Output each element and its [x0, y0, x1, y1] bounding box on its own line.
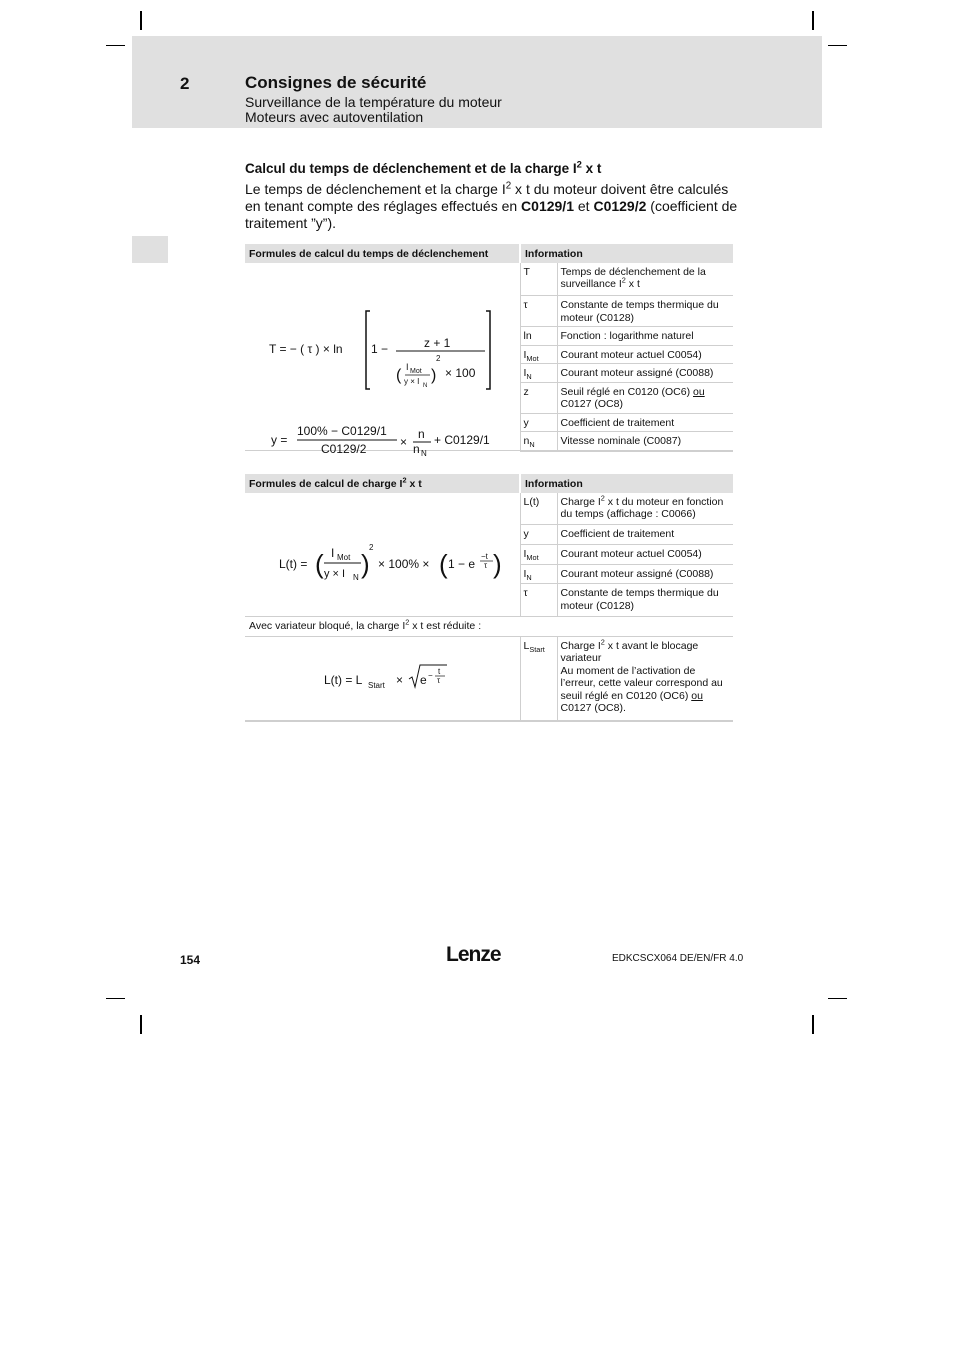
info-cell: Courant moteur assigné (C0088) — [557, 564, 733, 584]
info-cell: Courant moteur actuel C0054) — [557, 544, 733, 564]
table-header-information: Information — [520, 474, 733, 493]
chapter-title: Consignes de sécurité — [245, 73, 427, 92]
crop-mark — [828, 45, 847, 46]
formula-L-den-sub: N — [353, 572, 360, 582]
formula-cell — [245, 636, 520, 721]
symbol-cell: L(t) — [520, 493, 557, 525]
info-cell: Constante de temps thermique du moteur (C0128) — [557, 584, 733, 617]
formula-cell — [245, 493, 520, 617]
chapter-header — [132, 36, 822, 128]
formula-L-exp: 2 — [369, 542, 374, 552]
blocked-inverter-note: Avec variateur bloqué, la charge $I^2$ x t est réduite : — [245, 617, 733, 637]
formula-L-exp-num: −t — [481, 551, 489, 561]
info-cell: Fonction : logarithme naturel — [557, 327, 733, 346]
paren-left: ( — [315, 548, 324, 579]
info-cell: Coefficient de traitement — [557, 413, 733, 432]
info-cell: Vitesse nominale (C0087) — [557, 432, 733, 451]
info-cell: Charge $I^2$ x t du moteur en fonction du temps (affichage : C0066) — [557, 493, 733, 525]
paren-right: ) — [361, 548, 370, 579]
formula-L-I-sub: Mot — [337, 552, 351, 562]
info-cell: Coefficient de traitement — [557, 525, 733, 545]
intro-paragraph: Le temps de déclenchement et la charge $I^2$ x t du moteur doivent être calculés en tenant compte des réglages effectués en C0129/1 et C0129/2 (coefficient de traitement ”y”). — [245, 180, 738, 231]
symbol-cell: ln — [520, 327, 557, 346]
formula-T-Imot: I — [406, 361, 409, 372]
formula-Ls-e: e — [420, 672, 427, 687]
formula-T-lhs: T = − ( τ ) × ln — [269, 341, 343, 356]
info-cell: Constante de temps thermique du moteur (C0128) — [557, 296, 733, 327]
table-header-information: Information — [520, 244, 733, 263]
formula-Ls-exp-den: τ — [437, 675, 441, 685]
formula-y-nN-sub: N — [421, 448, 428, 458]
formula-trip-time — [269, 311, 490, 389]
trip-time-formulas — [249, 265, 515, 458]
crop-mark — [140, 1015, 142, 1034]
paren-right: ) — [493, 548, 502, 579]
crop-mark — [140, 11, 142, 30]
symbol-cell: $I_{Mot}$ — [520, 345, 557, 364]
crop-mark — [106, 998, 125, 999]
page-number: 154 — [180, 953, 201, 967]
formula-T-den-sub: N — [423, 382, 428, 389]
symbol-cell: τ — [520, 296, 557, 327]
document-reference: EDKCSCX064 DE/EN/FR 4.0 — [612, 953, 744, 964]
symbol-cell: $I_N$ — [520, 564, 557, 584]
formula-y-plus: + C0129/1 — [434, 432, 490, 447]
info-cell: Courant moteur actuel C0054) — [557, 345, 733, 364]
table-header-formula: Formules de calcul du temps de déclenchement — [245, 244, 520, 263]
formula-T-one-minus: 1 − — [371, 341, 389, 356]
formula-L-one-minus-e: 1 − e — [448, 556, 476, 571]
table-header-formula: Formules de calcul de charge $I^2$ x t — [245, 474, 520, 493]
info-cell: Courant moteur assigné (C0088) — [557, 364, 733, 383]
formula-T-exp: 2 — [436, 353, 441, 363]
symbol-cell: $I_{Mot}$ — [520, 544, 557, 564]
formula-Ls-times: × — [396, 672, 404, 687]
formula-y-denominator: C0129/2 — [321, 441, 367, 456]
formula-y-n: n — [418, 426, 425, 441]
crop-mark — [812, 1015, 814, 1034]
section-heading: Calcul du temps de déclenchement et de la charge $I^2$ x t — [245, 159, 602, 176]
formula-Ls-exp-num: t — [438, 666, 441, 676]
formula-L-I: I — [331, 545, 335, 560]
formula-L-mid: × 100% × — [378, 556, 430, 571]
symbol-cell: y — [520, 413, 557, 432]
symbol-cell: $I_N$ — [520, 364, 557, 383]
chapter-number: 2 — [180, 74, 190, 93]
symbol-cell: z — [520, 382, 557, 413]
formula-y-nN: n — [413, 441, 420, 456]
formula-T-den: y × I — [404, 376, 420, 386]
formula-coefficient-y — [271, 424, 490, 458]
symbol-cell: y — [520, 525, 557, 545]
formula-Ls-lhs-sub: Start — [368, 680, 386, 690]
formula-L-exp-den: τ — [484, 560, 488, 570]
paren-left: ( — [439, 548, 448, 579]
formula-T-Imot-sub: Mot — [410, 367, 422, 375]
chapter-subtitle: Surveillance de la température du moteur — [245, 94, 502, 110]
symbol-cell: $L_{Start}$ — [520, 636, 557, 721]
formula-Ls-lhs: L(t) = L — [324, 672, 363, 687]
crop-mark — [812, 11, 814, 30]
paren-right: ) — [431, 366, 437, 384]
formula-L-lhs: L(t) = — [279, 556, 308, 571]
crop-mark — [106, 45, 125, 46]
formula-y-lhs: y = — [271, 432, 288, 447]
formula-cell — [245, 263, 520, 458]
side-tab-marker — [132, 236, 168, 263]
formula-y-times: × — [400, 434, 408, 449]
lenze-logo: Lenze — [446, 943, 501, 966]
crop-mark — [828, 998, 847, 999]
trip-time-table — [245, 244, 733, 458]
symbol-cell: $n_N$ — [520, 432, 557, 451]
load-start-formula — [249, 637, 515, 717]
info-cell: Seuil réglé en C0120 (OC6) ou C0127 (OC8) — [557, 382, 733, 413]
info-cell: Temps de déclenchement de la surveillance $I^2$ x t — [557, 263, 733, 296]
paren-left: ( — [396, 366, 402, 384]
formula-y-numerator: 100% − C0129/1 — [297, 423, 387, 438]
info-cell: Charge $I^2$ x t avant le blocage variateur Au moment de l’activation de l’erreur, cette valeur correspond au seuil réglé en C0120 (OC6) ou C0127 (OC8). — [557, 636, 733, 721]
load-formula — [249, 493, 515, 613]
formula-T-times-100: × 100 — [445, 365, 476, 380]
formula-T-numerator: z + 1 — [424, 335, 451, 350]
symbol-cell: T — [520, 263, 557, 296]
chapter-subtitle: Moteurs avec autoventilation — [245, 109, 424, 125]
load-table — [245, 474, 733, 722]
formula-Ls-exp-minus: − — [428, 670, 433, 680]
formula-L-den: y × I — [324, 567, 346, 580]
symbol-cell: τ — [520, 584, 557, 617]
